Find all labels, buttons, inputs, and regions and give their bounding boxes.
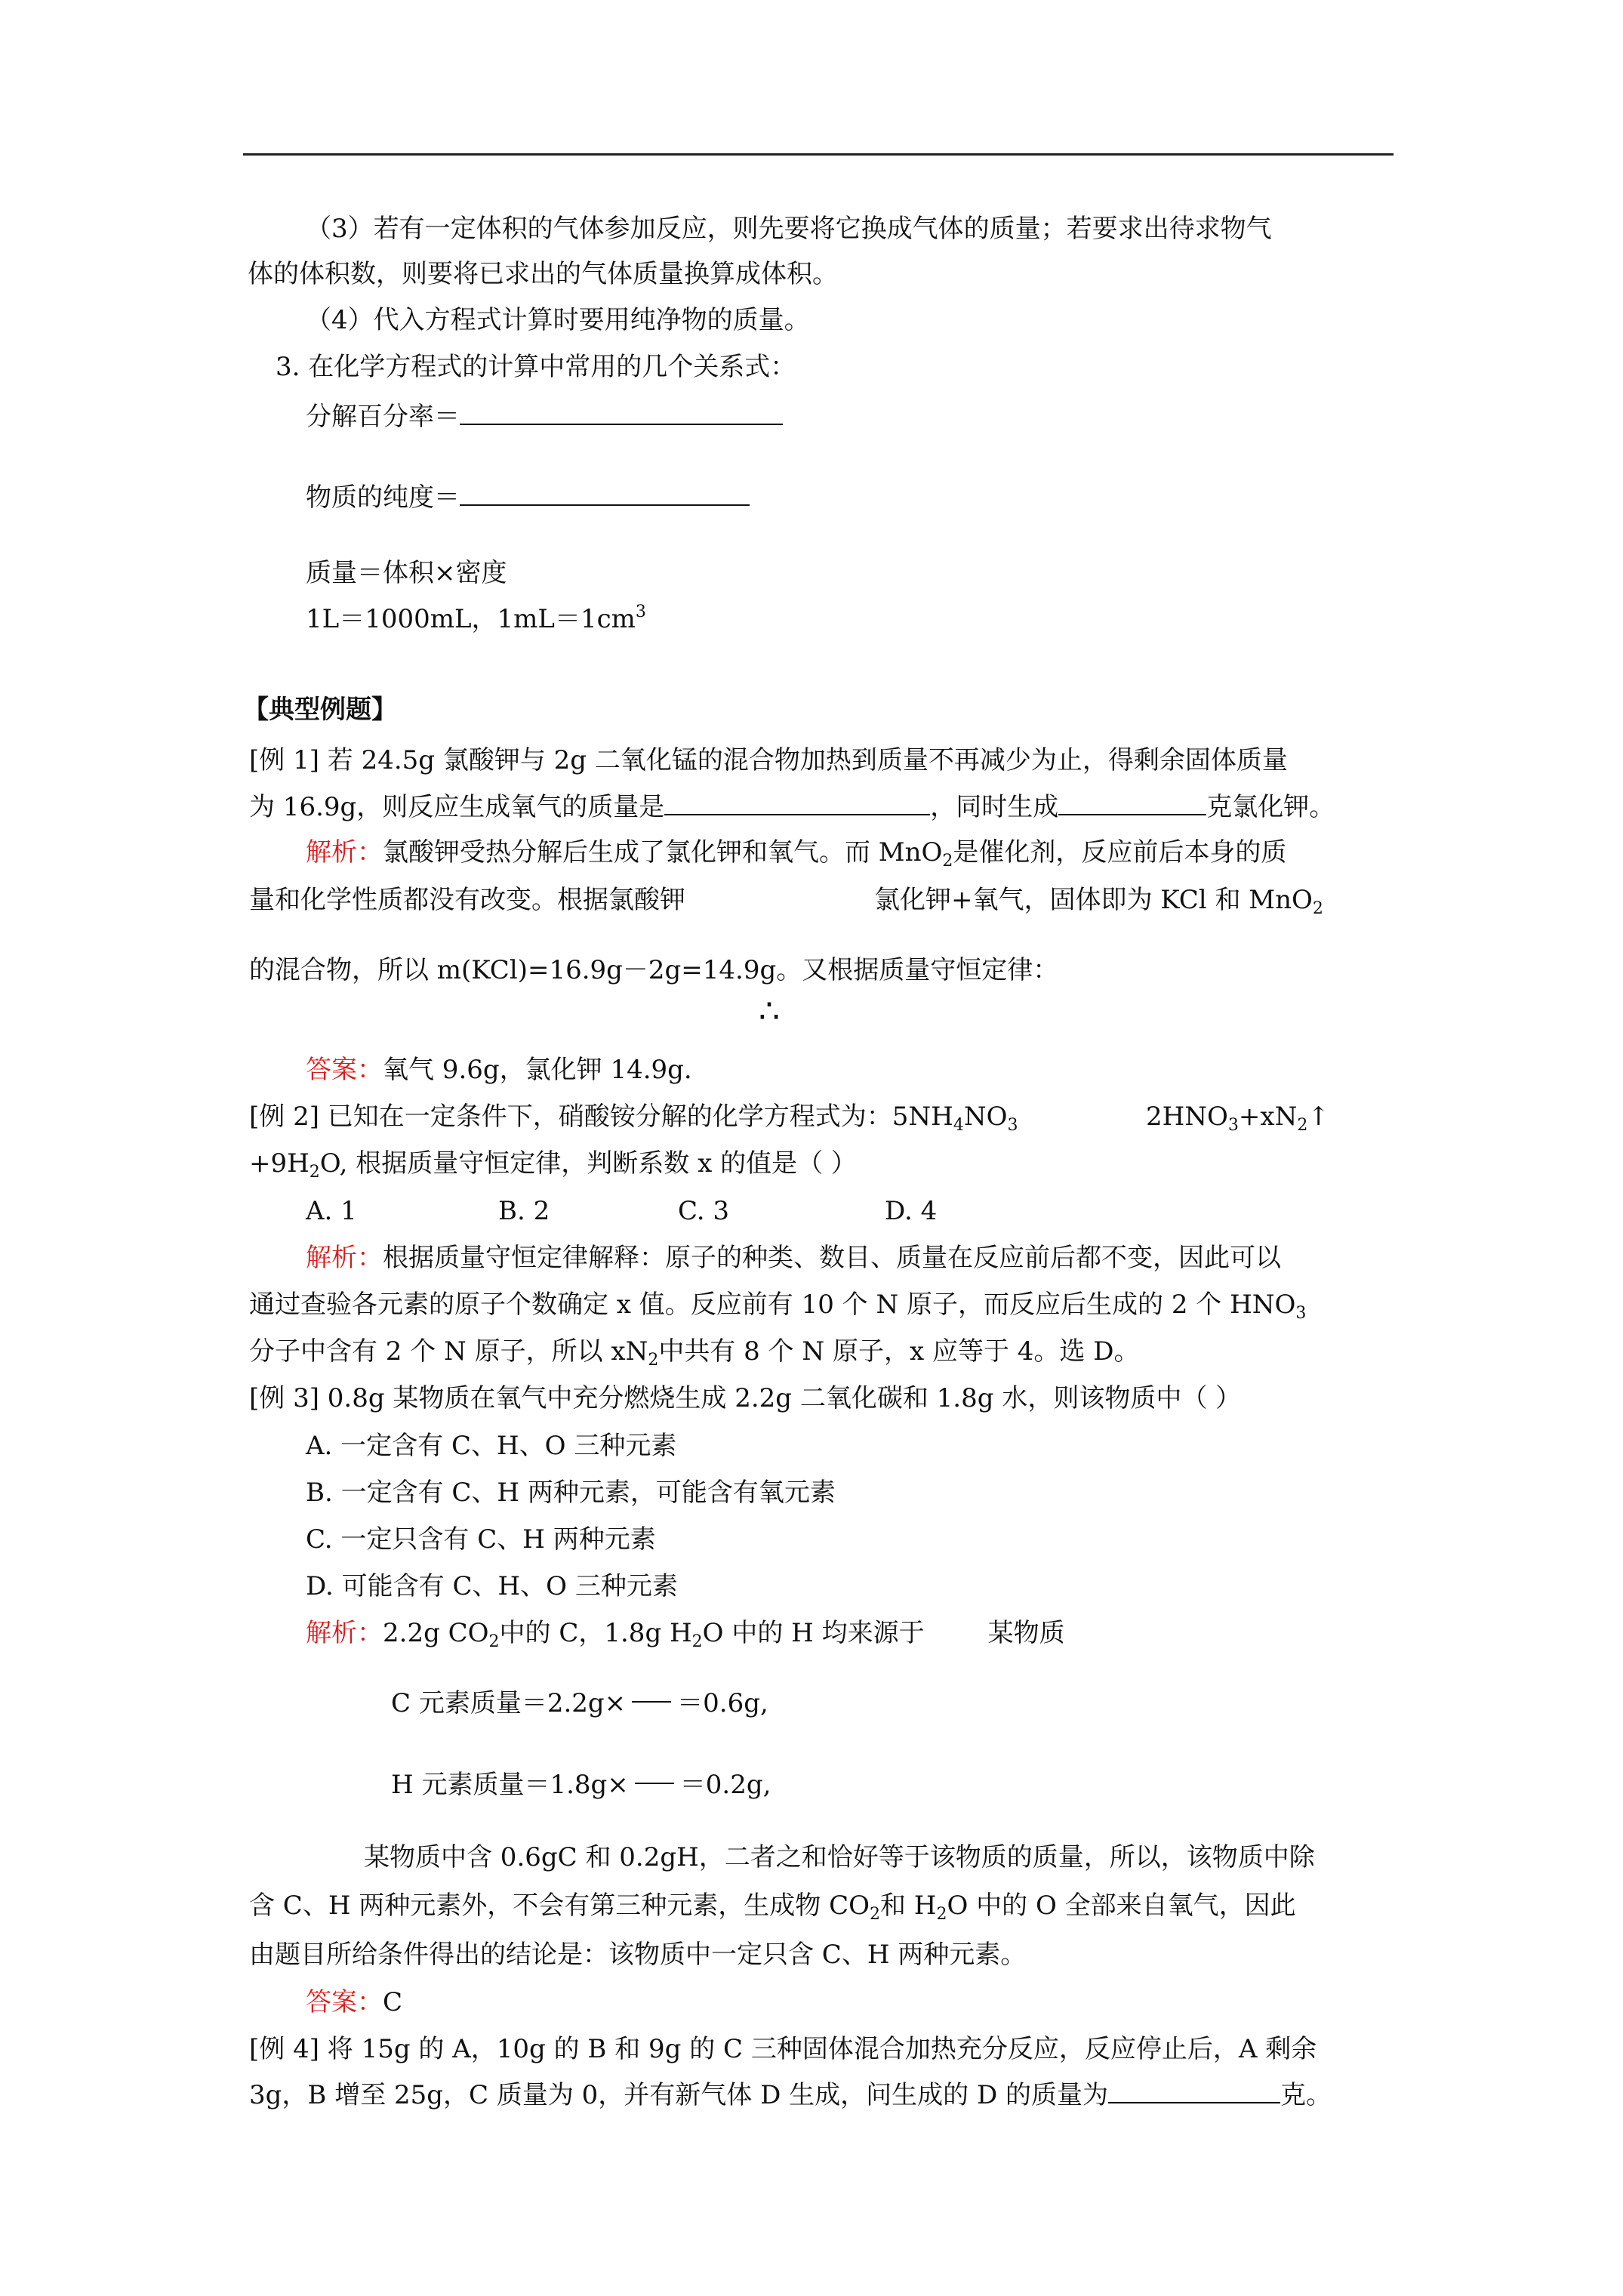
decomposition-rate-blank (460, 401, 783, 425)
example-4-text: 克。 (1280, 2080, 1332, 2110)
example-4-text: 3g，B 增至 25g，C 质量为 0，并有新气体 D 生成，问生成的 D 的质量为 (249, 2080, 1109, 2110)
oxygen-mass-blank (664, 791, 930, 815)
example-3-conclusion-line-2 (249, 1889, 1296, 1922)
example-2-products (1146, 1100, 1329, 1133)
example-1-analysis-line-2 (249, 883, 1323, 917)
subscript: 2 (691, 1632, 703, 1651)
answer-text: 氧气 9.6g，氯化钾 14.9g. (383, 1055, 692, 1085)
analysis-text: 中的 C，1.8g H (499, 1618, 692, 1648)
equation-text: C 元素质量＝2.2g× (391, 1688, 627, 1718)
hydrogen-mass-equation (391, 1768, 771, 1801)
superscript: 3 (635, 603, 646, 621)
subscript: 2 (1297, 1116, 1308, 1135)
example-1-answer (306, 1053, 692, 1086)
example-4-line-1: [例 4] 将 15g 的 A，10g 的 B 和 9g 的 C 三种固体混合加热充分反应，反应停止后，A 剩余 (249, 2034, 1317, 2064)
purity-label: 物质的纯度＝ (306, 482, 460, 513)
subscript: 3 (1295, 1304, 1307, 1323)
analysis-text: O 中的 H 均来源于 (702, 1618, 925, 1648)
example-1-text: 克氯化钾。 (1206, 792, 1335, 822)
example-2-option-a: A. 1 (306, 1196, 357, 1226)
analysis-text: 2.2g CO (383, 1618, 489, 1648)
analysis-label: 解析： (306, 1243, 383, 1273)
equation-text: ＝0.2g, (679, 1770, 771, 1800)
carbon-mass-equation (391, 1687, 768, 1720)
equation-text: ＝0.6g, (677, 1688, 768, 1718)
example-3-option-d: D. 可能含有 C、H、O 三种元素 (306, 1571, 678, 1601)
conclusion-text: O 中的 O 全部来自氧气，因此 (947, 1891, 1296, 1921)
unit-conversion-text: 1L＝1000mL，1mL＝1cm (306, 604, 636, 634)
subscript: 2 (942, 852, 953, 871)
purity-blank (460, 482, 750, 506)
example-2-option-d: D. 4 (885, 1196, 938, 1226)
example-2-analysis-line-3 (249, 1335, 1139, 1368)
example-3-analysis-line-1 (306, 1616, 1065, 1650)
example-1-analysis-line-1 (306, 836, 1286, 869)
section-title: 【典型例题】 (243, 695, 397, 725)
analysis-text: 量和化学性质都没有改变。根据氯酸钾 (249, 885, 685, 915)
subscript: 3 (1227, 1116, 1239, 1135)
section-3-title: 3. 在化学方程式的计算中常用的几个关系式： (276, 352, 796, 382)
analysis-text: 氯酸钾受热分解后生成了氯化钾和氧气。而 MnO (383, 837, 943, 868)
point-3-line-2: 体的体积数，则要将已求出的气体质量换算成体积。 (248, 259, 838, 289)
example-2-option-c: C. 3 (678, 1196, 730, 1226)
example-2-analysis-line-1 (306, 1241, 1281, 1274)
example-1-analysis-line-3: 的混合物，所以 m(KCl)=16.9g－2g=14.9g。又根据质量守恒定律： (249, 955, 1059, 985)
subscript: 2 (936, 1905, 947, 1924)
subscript: 2 (869, 1905, 880, 1924)
analysis-text: 分子中含有 2 个 N 原子，所以 xN (249, 1336, 648, 1367)
analysis-text: 通过查验各元素的原子个数确定 x 值。反应前有 10 个 N 原子，而反应后生成的 2 个 HNO (249, 1290, 1296, 1320)
answer-text: C (383, 1987, 403, 2017)
example-2-text: +xN (1238, 1102, 1298, 1132)
fraction-bar (632, 1701, 671, 1703)
purity-formula (306, 481, 750, 514)
header-rule (243, 153, 1394, 156)
subscript: 2 (1312, 899, 1323, 918)
example-2-line-1 (249, 1100, 1018, 1133)
answer-label: 答案： (306, 1987, 383, 2017)
answer-label: 答案： (306, 1055, 383, 1085)
analysis-text: 是催化剂，反应前后本身的质 (953, 837, 1287, 868)
example-2-text: 2HNO (1146, 1102, 1228, 1132)
subscript: 3 (1007, 1116, 1018, 1135)
fraction-bar (635, 1783, 674, 1784)
example-1-line-1: [例 1] 若 24.5g 氯酸钾与 2g 二氧化锰的混合物加热到质量不再减少为止，得剩余固体质量 (249, 745, 1288, 775)
gas-arrow: ↑ (1307, 1102, 1329, 1132)
example-1-text: 为 16.9g，则反应生成氧气的质量是 (249, 792, 665, 822)
example-3-conclusion-line-3: 由题目所给条件得出的结论是：该物质中一定只含 C、H 两种元素。 (249, 1940, 1027, 1970)
example-1-text: ，同时生成 (930, 792, 1059, 822)
example-2-text: +9H (249, 1148, 310, 1179)
unit-conversion (306, 603, 646, 636)
kcl-mass-blank (1058, 791, 1206, 815)
analysis-label: 解析： (306, 1618, 383, 1648)
point-4: （4）代入方程式计算时要用纯净物的质量。 (306, 305, 810, 335)
conclusion-text: 和 H (879, 1891, 937, 1921)
analysis-text: 氯化钾+氧气，固体即为 KCl 和 MnO (874, 885, 1313, 915)
example-3-conclusion-line-1: 某物质中含 0.6gC 和 0.2gH，二者之和恰好等于该物质的质量，所以，该物质中除 (364, 1842, 1315, 1872)
decomposition-rate-label: 分解百分率＝ (306, 402, 460, 432)
decomposition-rate-formula (306, 400, 783, 433)
example-2-text: O, 根据质量守恒定律，判断系数 x 的值是（ ） (319, 1148, 857, 1179)
subscript: 2 (488, 1632, 500, 1651)
analysis-label: 解析： (306, 837, 383, 868)
subscript: 2 (648, 1351, 659, 1370)
mass-volume-density: 质量＝体积×密度 (306, 558, 507, 588)
subscript: 2 (309, 1163, 320, 1182)
example-3-option-a: A. 一定含有 C、H、O 三种元素 (306, 1431, 677, 1461)
example-4-line-2 (249, 2079, 1332, 2112)
analysis-text: 中共有 8 个 N 原子，x 应等于 4。选 D。 (658, 1336, 1140, 1367)
example-3-option-c: C. 一定只含有 C、H 两种元素 (306, 1524, 656, 1555)
example-2-line-2 (249, 1147, 857, 1180)
subscript: 4 (953, 1116, 964, 1135)
example-3-option-b: B. 一定含有 C、H 两种元素，可能含有氧元素 (306, 1478, 836, 1508)
example-2-text: NO (963, 1102, 1008, 1132)
example-1-line-2 (249, 791, 1335, 824)
analysis-text: 某物质 (987, 1618, 1065, 1648)
example-3-line-1: [例 3] 0.8g 某物质在氧气中充分燃烧生成 2.2g 二氧化碳和 1.8g 水，则该物质中（ ） (249, 1383, 1242, 1413)
analysis-text: 根据质量守恒定律解释：原子的种类、数目、质量在反应前后都不变，因此可以 (383, 1243, 1281, 1273)
conclusion-text: 含 C、H 两种元素外，不会有第三种元素，生成物 CO (249, 1891, 870, 1921)
d-mass-blank (1108, 2079, 1280, 2103)
example-3-answer (306, 1986, 402, 2019)
example-2-option-b: B. 2 (498, 1196, 550, 1226)
therefore-symbol: ∴ (759, 992, 780, 1031)
example-2-analysis-line-2 (249, 1288, 1306, 1321)
point-3-line-1: （3）若有一定体积的气体参加反应，则先要将它换成气体的质量；若要求出待求物气 (306, 214, 1272, 244)
example-2-text: [例 2] 已知在一定条件下，硝酸铵分解的化学方程式为：5NH (249, 1102, 953, 1132)
equation-text: H 元素质量＝1.8g× (391, 1770, 629, 1800)
